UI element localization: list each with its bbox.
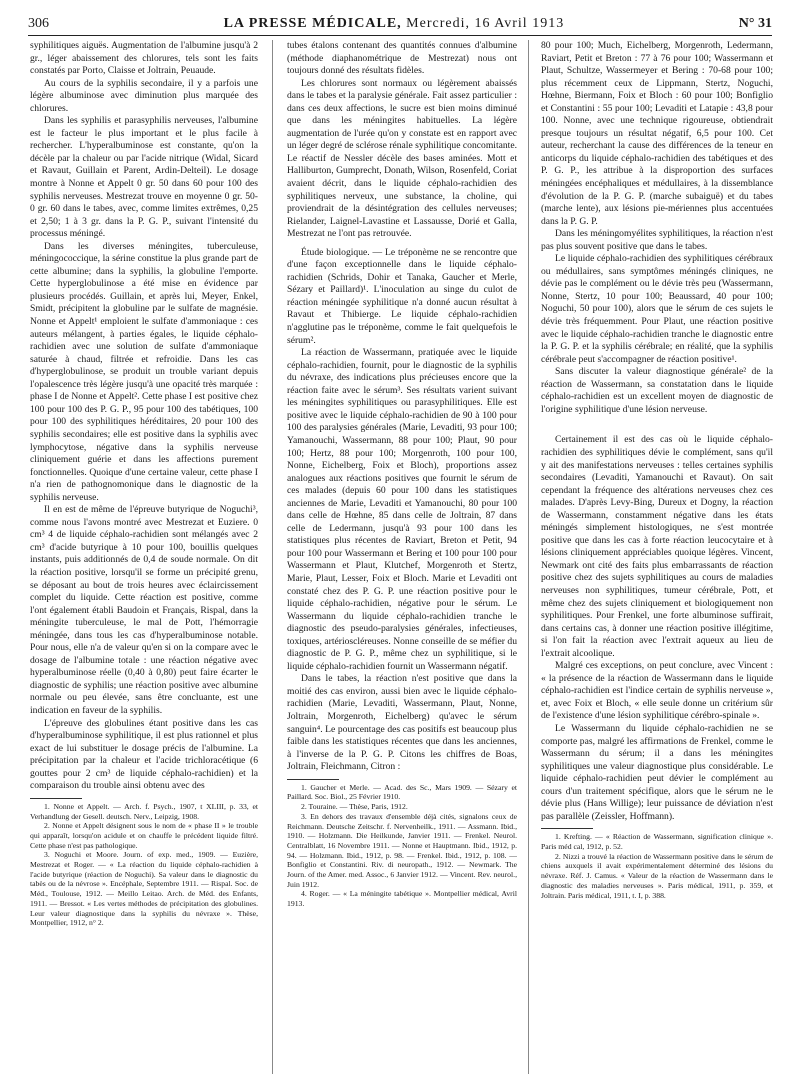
paragraph: Malgré ces exceptions, on peut conclure, avec Vincent : « la présence de la réaction de Wassermann dans le liquide céphalo-rachidien est l'indice certain de syphilis nerveuse », et, avec Foix et Bloch, « elle seule donne un critérium sûr de l'existence d'une lésion syphilitique cérébro-spinale ».: [541, 660, 773, 722]
paragraph: L'épreuve des globulines étant positive dans les cas d'hyperalbuminose syphilitique, il est plus rationnel et plus exact de lui substituer le dosage précis de l'albumine. La précipitation par la chaleur et l'acide trichloracétique (6 gouttes pour 2 cm³ de liquide céphalo-rachidien) et la comparaison du trouble ainsi obtenu avec des: [30, 717, 258, 792]
footnote: 1. Krefting. — « Réaction de Wassermann, signification clinique ». Paris méd cal, 1912, p. 52.: [541, 832, 773, 852]
footnote-rule: [30, 798, 82, 799]
paragraph: Sans discuter la valeur diagnostique générale² de la réaction de Wassermann, sa constatation dans le liquide céphalo-rachidien est un excellent moyen de diagnostic de l'origine syphilitique d'une lésion nerveuse.: [541, 366, 773, 415]
paragraph: Au cours de la syphilis secondaire, il y a parfois une légère albuminose avec diminution plus marquée des chlorures.: [30, 77, 258, 114]
paragraph: Dans les méningomyélites syphilitiques, la réaction n'est pas plus souvent positive que dans le tabes.: [541, 228, 773, 252]
footnote: 3. En dehors des travaux d'ensemble déjà cités, signalons ceux de Reichmann. Deutsche Zeitschr. f. Nervenheilk., 1911. — Assmann. Ibid., 1910. — Holzmann. Die Heilkunde, Janvier 1911. — Frenkel. Neurol. Centralblatt, 16 Novembre 1911. — Nonne et Hauptmann. Ibid., 1912, p. 94. — Holzmann. Ibid., 1912, p. 98. — Frenkel. Ibid., 1912, p. 108. — Bonfiglio et Constantini. Riv. di neuropath., 1912. — Newmark. The Journ. of the Amer. med. Assoc., 6 Janvier 1912. — Vincent. Rev. neurol., Juin 1912.: [287, 811, 517, 889]
paragraph: La réaction de Wassermann, pratiquée avec le liquide céphalo-rachidien, fournit, pour le diagnostic de la syphilis du névraxe, des indications plus précieuses encore que la réaction faite avec le sérum³. Ses résultats varient suivant les méningites syphilitiques ou parasyphilitiques. Elle est positive avec le liquide céphalo-rachidien de 90 à 100 pour 100 des paralysies générales (Marie, Levaditi, 93 pour 100; Yamanouchi, Wassermann, 88 pour 100; Plaut, 90 pour 100; Hertz, 88 pour 100; Morgenroth, 100 pour 100, Nonne, Eichelberg, Foix et Bloch), proportions assez analogues aux réactions positives que fournit le sérum de ces malades (depuis 60 pour 100 dans les statistiques anciennes de Marie, Levaditi et Yamanouchi, 80 pour 100 dans celle de Hœhne, 85 dans celle de Joltrain, 87 dans celle de Ledermann, jusqu'à 93 pour 100 dans les statistiques plus récentes de Raviart, Breton et Petit, 94 pour 100 pour Wassermann et Bering et 100 pour 100 pour Wassermann et Plaut, Klutchef, Morgenroth et Stertz, Marie, Plaut, Lesser, Foix et Bloch. Marie et Levaditi ont constaté chez des P. G. P. une réaction positive pour le liquide céphalo-rachidien, négative pour le sérum. Le Wassermann du liquide céphalo-rachidien tranche le diagnostic des pseudo-paralysies générales, infectieuses, toxiques, artérioscléreuses. Nonne conseille de se méfier du diagnostic de P. G. P., même chez un syphilitique, si le liquide céphalo-rachidien fournit un Wassermann négatif.: [287, 347, 517, 672]
footnote: 1. Gaucher et Merle. — Acad. des Sc., Mars 1909. — Sézary et Paillard. Soc. Biol., 25 Février 1910.: [287, 782, 517, 802]
page-header: [28, 10, 772, 32]
paragraph: Le liquide céphalo-rachidien des syphilitiques cérébraux ou médullaires, sans symptômes méningés cliniques, ne dévie pas le complément ou le dévie très peu (Wassermann, Nonne, Stertz, 10 pour 100; Beaussard, 40 pour 100; Noguchi, 50 pour 100), alors que le sérum de ces sujets le dévie très fréquemment. Pour Plaut, une réaction positive avec le liquide céphalo-rachidien tranche le diagnostic entre la P. G. P. et la syphilis cérébrale; en réalité, que la syphilis cérébrale peut s'accompagner de réaction positive¹.: [541, 253, 773, 365]
column-divider: [272, 40, 273, 1074]
footnote: 1. Nonne et Appelt. — Arch. f. Psych., 1907, t XLIII, p. 33, et Verhandlung der Gesell. deutsch. Nerv., Leipzig, 1908.: [30, 801, 258, 821]
paragraph: syphilitiques aiguës. Augmentation de l'albumine jusqu'à 2 gr., léger abaissement des chlorures, tels sont les faits constatés par Porto, Claisse et Joltrain, Peuaude.: [30, 40, 258, 77]
header-rule: [28, 35, 772, 36]
journal-name: LA PRESSE MÉDICALE,: [223, 16, 402, 31]
footnote-rule: [541, 828, 593, 829]
paragraph: Dans le tabes, la réaction n'est positive que dans la moitié des cas environ, aussi bien avec le liquide céphalo-rachidien (Marie, Levaditi, Wassermann, Plaut, Nonne, Joltrain, Morgenroth, Eichelberg) qu'avec le sérum sanguin⁴. Le pourcentage des cas positifs est beaucoup plus faible dans les statistiques récentes que dans les anciennes, à l'inverse de la P. G. P. Citons les chiffres de Boas, Joltrain, Fleichmann, Citron :: [287, 673, 517, 773]
footnote: 2. Nonne et Appelt désignent sous le nom de « phase II » le trouble qui apparaît, lorsqu'on acidule et on chauffe le précédent liquide filtré. Cette phase n'est pas pathologique.: [30, 821, 258, 850]
issue-date: Mercredi, 16 Avril 1913: [406, 16, 565, 31]
footnote: 2. Touraine. — Thèse, Paris, 1912.: [301, 802, 408, 812]
column-2: [287, 40, 517, 1076]
paragraph: tubes étalons contenant des quantités connues d'albumine (méthode diaphanométrique de Mestrezat) nous ont toujours donné des résultats fidèles.: [287, 40, 517, 77]
paragraph: Les chlorures sont normaux ou légèrement abaissés dans le tabes et la paralysie générale. Fait assez particulier : dans ces deux affections, le sucre est bien moins diminué que dans les méningites habituelles. La légère augmentation de l'urée qu'on y constate est en rapport avec un léger degré de sclérose rénale syphilitique concomitante. Le réactif de Nessler décèle des bases aminées. Mott et Halliburton, Gumprecht, Donath, Wilson, Rosenfeld, Coriat avaient décrit, dans le liquide céphalo-rachidien des syphilitiques nerveux, une substance, la choline, qui proviendrait de la désintégration des cellules nerveuses; Rielander, Laignel-Lavastine et Lassausse, Dorié et Galla, Mestrezat ne l'ont pas retrouvée.: [287, 77, 517, 240]
paragraph: 80 pour 100; Much, Eichelberg, Morgenroth, Ledermann, Raviart, Petit et Breton : 77 à 76 pour 100; Wassermann et Plaut, Schultze, Wassermeyer et Bering : 70-68 pour 100; plus récemment ceux de Lippmann, Stertz, Noguchi, Hœhne, Biermann, Foix et Bloch : 60 pour 100; Bonfiglio et Constantini : 55 pour 100; Levaditi et Latapie : 43,8 pour 100. Nonne, avec une technique rigoureuse, obtiendrait presque toujours un résultat négatif, 6,5 pour 100. Cet auteur, recherchant la cause des différences de la teneur en anticorps du liquide céphalo-rachidien des tabétiques et des P. G. P., les attribue à la disproportion des surfaces méningées encéphaliques et médullaires, à la dissemblance d'évolution de la P. G. P. (marche subaiguë) et du tabes (marche lente), aux lésions pie-mériennes plus accentuées dans la P. G. P.: [541, 40, 773, 227]
journal-title-line: [224, 16, 565, 32]
column-3: [541, 40, 773, 1076]
paragraph: Le Wassermann du liquide céphalo-rachidien ne se comporte pas, malgré les affirmations de Frenkel, comme le Wassermann du sérum; il a dans les méningites syphilitiques une valeur diagnostique plus considérable. Le liquide céphalo-rachidien peut dévier le complément au cours d'un traitement spécifique, alors que le sérum ne le dévie plus (Hans Willige); leur puissance de déviation n'est pas parallèle (Zeissler, Hoffmann).: [541, 722, 773, 822]
page-number: 306: [28, 16, 49, 31]
column-1: [30, 40, 258, 1076]
footnote: 3. Noguchi et Moore. Journ. of exp. med., 1909. — Euzière, Mestrezat et Roger. — « La réaction du liquide céphalo-rachidien à l'acide butyrique (réaction de Noguchi). Sa valeur dans le diagnostic du tabès ou de la névrose ». Encéphale, Septembre 1911. — Rispal. Soc. de Méd., Toulouse, 1912. — Meillo Leitao. Arch. de Méd. des Enfants, 1911. — Bressot. « Les vertes méthodes de précipitation des globulines. Leur valeur diagnostique dans la syphilis du névraxe ». Thèse, Montpellier, 1912, n° 2.: [30, 850, 258, 928]
footnote: 2. Nizzi a trouvé la réaction de Wassermann positive dans le sérum de chiens auxquels il avait expérimentalement déterminé des lésions du névraxe. Réf. J. Camus. « Valeur de la réaction de Wassermann dans le diagnostic des maladies nerveuses ». Paris médical, 1911, p. 359, et Joltrain. Paris médical, 1911, t. I, p. 388.: [541, 851, 773, 900]
section-paragraph: Étude biologique. — Le tréponème ne se rencontre que d'une façon exceptionnelle dans le liquide céphalo-rachidien (Schrids, Dohir et Tanaka, Gaucher et Merle, Sézary et Paillard)¹. L'inoculation au singe du culot de réaction méningée syphilitique n'a donné aucun résultat à Ravaut et Thibierge. Le liquide céphalo-rachidien n'agglutine pas le tréponème, comme le fait quelquefois le sérum².: [287, 246, 517, 346]
column-divider: [528, 40, 529, 1074]
footnote: 4. Roger. — « La méningite tabétique ». Montpellier médical, Avril 1913.: [287, 889, 517, 909]
issue-number: N° 31: [738, 16, 772, 31]
paragraph: Certainement il est des cas où le liquide céphalo-rachidien des syphilitiques dévie le complément, sans qu'il y ait des manifestations nerveuses : telles certaines syphilis secondaires (Levaditi, Yamanouchi et Ravaut). On sait cependant la fréquence des altérations nerveuses chez ces malades. D'après Levy-Bing, Dureux et Dogny, la réaction de Wassermann, constamment négative dans les états méningés simplement histologiques, ne s'est montrée positive que dans les cas à forte réaction leucocytaire et à lésions cliniquement appréciables quoique légères. Vincent, Newmark ont cité des faits plus embarrassants de réaction positive chez des sujets syphilitiques au cours de maladies nerveuses non syphilitiques, tumeur cérébrale, Pott, et même chez des sujets cliniquement et biologiquement non syphilitiques. Pour Frenkel, une forte albuminose suffirait, dans certains cas, à donner une réaction positive illégitime, si l'on fait la réaction avec l'extrait aqueux au lieu de l'extrait alcoolique.: [541, 434, 773, 659]
paragraph: Dans les diverses méningites, tuberculeuse, méningococcique, la sérine constitue la plus grande part de cette albumine; dans la syphilis, la globuline l'emporte. Cette hyperglobulinose a été mise en évidence par plusieurs procédés. Guillain, et après lui, Meyer, Enkel, Smidt, précipitent la globuline par le sulfate de magnésie. Nonne et Appelt¹ emploient le sulfate d'ammoniaque : ces auteurs mélangent, à parties égales, le liquide céphalo-rachidien avec une solution de sulfate d'ammoniaque saturée à chaud, filtrée et refroidie. Dans les cas d'hyperglobulinose, se produit un trouble variant depuis l'opalescence très légère jusqu'à une opacité très marquée : phase I de Nonne et Appelt². Cette phase I est positive chez 100 pour 100 des P. G. P., 95 pour 100 des tabétiques, 100 pour 100 des syphilitiques héréditaires, 20 pour 100 des syphilis secondaires; elle est positive dans la syphilis avec lymphocytose, négative dans la syphilis nerveuse cliniquement guérie et dans les affections purement fonctionnelles. Quoique d'une certaine valeur, cette phase I n'a rien de pathognomonique dans le diagnostic de la syphilis nerveuse.: [30, 240, 258, 503]
paragraph: Il en est de même de l'épreuve butyrique de Noguchi³, comme nous l'avons montré avec Mestrezat et Euziere. 0 cm³ 4 de liquide céphalo-rachidien sont mélangés avec 2 cm³ d'acide butyrique à 10 pour 100, bouillis quelques instants, puis additionnés de 0,4 de soude normale. On dit la réaction positive, lorsqu'il se forme un précipité grenu, se déposant au bout de trois heures avec éclaircissement complet du liquide. Cette réaction est positive, comme l'ont également établi Baudoin et Français, Rispal, dans la méningite tuberculeuse, le mal de Pott, l'hémorragie méningée, dans tous les cas d'hyperalbuminose notable. Pour nous, elle n'a de valeur qu'en si on la compare avec le dosage de l'albumine totale : une réaction négative avec hyperalbuminose réelle (0,40 à 0,80) peut faire écarter le diagnostic de syphilis; une réaction positive avec albumine normale ou peu élevée, sans être concluante, est une indication en faveur de la syphilis.: [30, 504, 258, 716]
footnote-rule: [287, 779, 339, 780]
paragraph: Dans les syphilis et parasyphilis nerveuses, l'albumine est le facteur le plus important et le plus facile à rechercher. L'hyperalbuminose est constante, qu'on la décèle par la chaleur ou par l'acide nitrique (Widal, Sicard et Ravaut, Guillain et Parent, Ardin-Delteil). Le dosage montre à Nonne et Appelt 0 gr. 50 dans 60 pour 100 des syphilis nerveuses. Mestrezat trouve en moyenne 0 gr. 50-0 gr. 60 dans le tabes, avec, comme limites extrêmes, 0,25 et 2,50; 1 à 3 gr. dans la P. G. P., suivant l'intensité du processus méningé.: [30, 115, 258, 240]
